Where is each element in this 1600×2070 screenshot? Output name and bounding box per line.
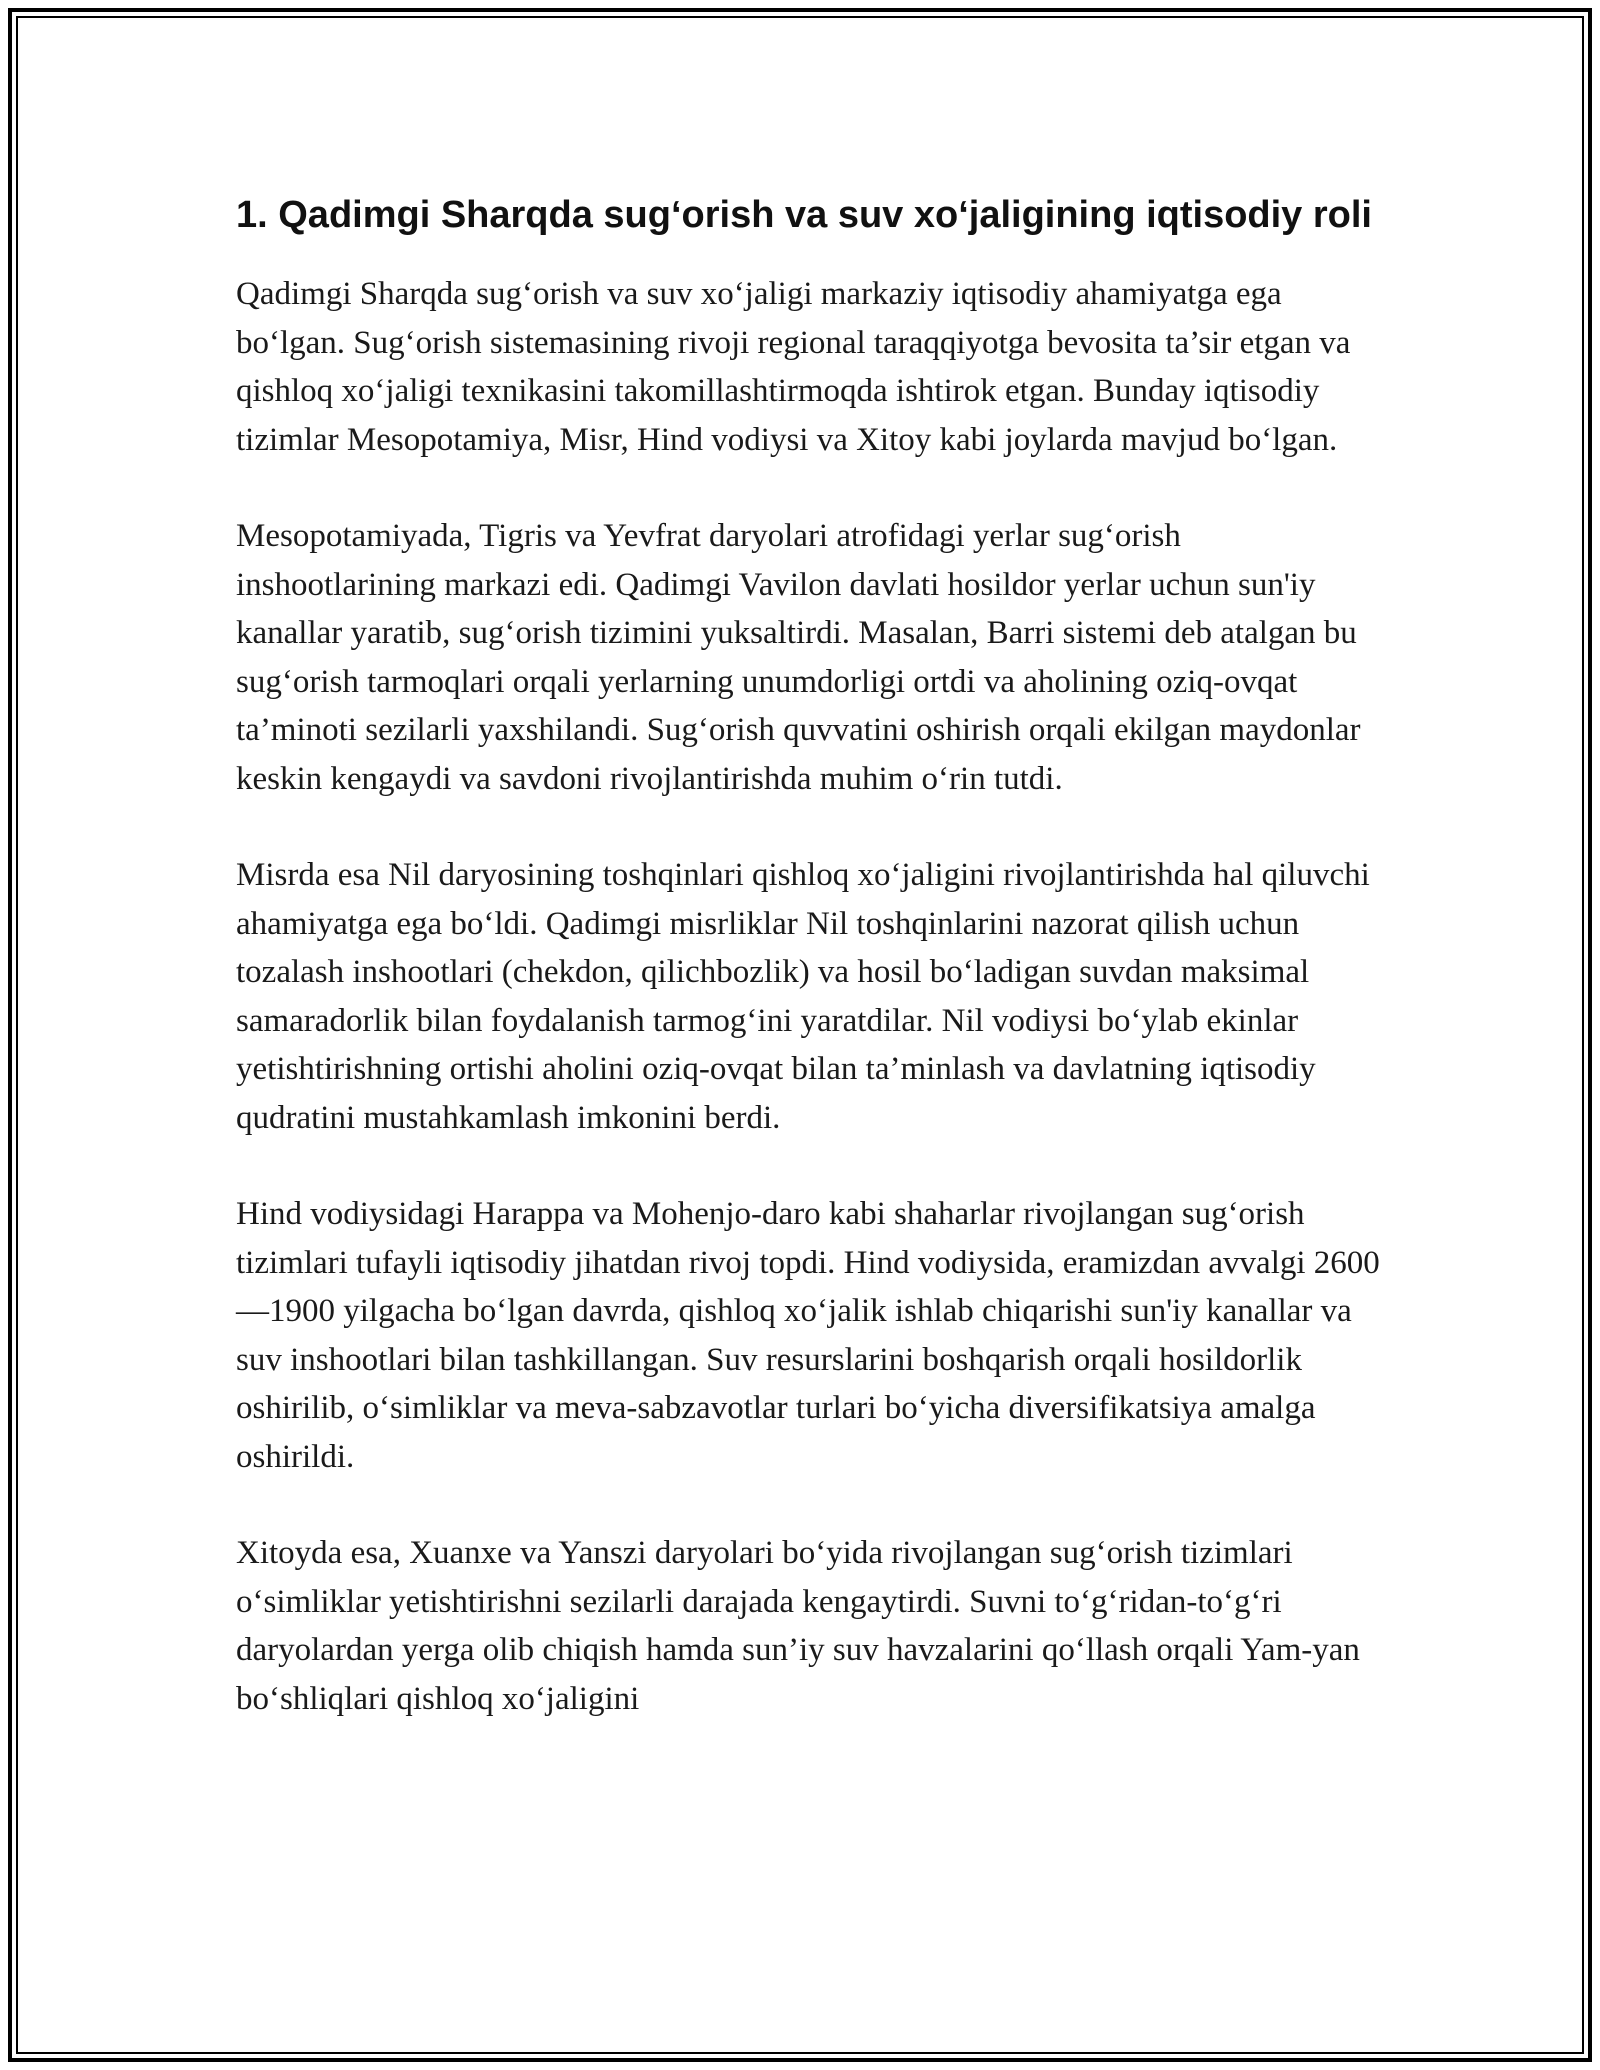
document-body [236,188,1386,1771]
paragraph-mesopotamia: Mesopotamiyada, Tigris va Yevfrat daryolari atrofidagi yerlar sug‘orish inshootlarining markazi edi. Qadimgi Vavilon davlati hosildor yerlar uchun sun'iy kanallar yaratib, sug‘orish tizimini yuksaltirdi. Masalan, Barri sistemi deb atalgan bu sug‘orish tarmoqlari orqali yerlarning unumdorligi ortdi va aholining oziq-ovqat ta’minoti sezilarli yaxshilandi. Sug‘orish quvvatini oshirish orqali ekilgan maydonlar keskin kengaydi va savdoni rivojlantirishda muhim o‘rin tutdi. [236,518,1361,797]
section-heading: 1. Qadimgi Sharqda sug‘orish va suv xo‘jaligining iqtisodiy roli [236,194,1372,236]
paragraph-indus-valley: Hind vodiysidagi Harappa va Mohenjo-daro kabi shaharlar rivojlangan sug‘orish tizimlari tufayli iqtisodiy jihatdan rivoj topdi. Hind vodiysida, eramizdan avvalgi 2600—1900 yilgacha bo‘lgan davrda, qishloq xo‘jalik ishlab chiqarishi sun'iy kanallar va suv inshootlari bilan tashkillangan. Suv resurslarini boshqarish orqali hosildorlik oshirilib, o‘simliklar va meva-sabzavotlar turlari bo‘yicha diversifikatsiya amalga oshirildi. [236,1196,1380,1475]
paragraph-egypt: Misrda esa Nil daryosining toshqinlari qishloq xo‘jaligini rivojlantirishda hal qiluvchi ahamiyatga ega bo‘ldi. Qadimgi misrliklar Nil toshqinlarini nazorat qilish uchun tozalash inshootlari (chekdon, qilichbozlik) va hosil bo‘ladigan suvdan maksimal samaradorlik bilan foydalanish tarmog‘ini yaratdilar. Nil vodiysi bo‘ylab ekinlar yetishtirishning ortishi aholini oziq-ovqat bilan ta’minlash va davlatning iqtisodiy qudratini mustahkamlash imkonini berdi. [236,857,1370,1136]
paragraph-intro: Qadimgi Sharqda sug‘orish va suv xo‘jaligi markaziy iqtisodiy ahamiyatga ega bo‘lgan. Sug‘orish sistemasining rivoji regional taraqqiyotga bevosita ta’sir etgan va qishloq xo‘jaligi texnikasini takomillashtirmoqda ishtirok etgan. Bunday iqtisodiy tizimlar Mesopotamiya, Misr, Hind vodiysi va Xitoy kabi joylarda mavjud bo‘lgan. [236,276,1351,458]
paragraph-china: Xitoyda esa, Xuanxe va Yanszi daryolari bo‘yida rivojlangan sug‘orish tizimlari o‘simliklar yetishtirishni sezilarli darajada kengaytirdi. Suvni to‘g‘ridan-to‘g‘ri daryolardan yerga olib chiqish hamda sun’iy suv havzalarini qo‘llash orqali Yam-yan bo‘shliqlari qishloq xo‘jaligini [236,1535,1360,1717]
